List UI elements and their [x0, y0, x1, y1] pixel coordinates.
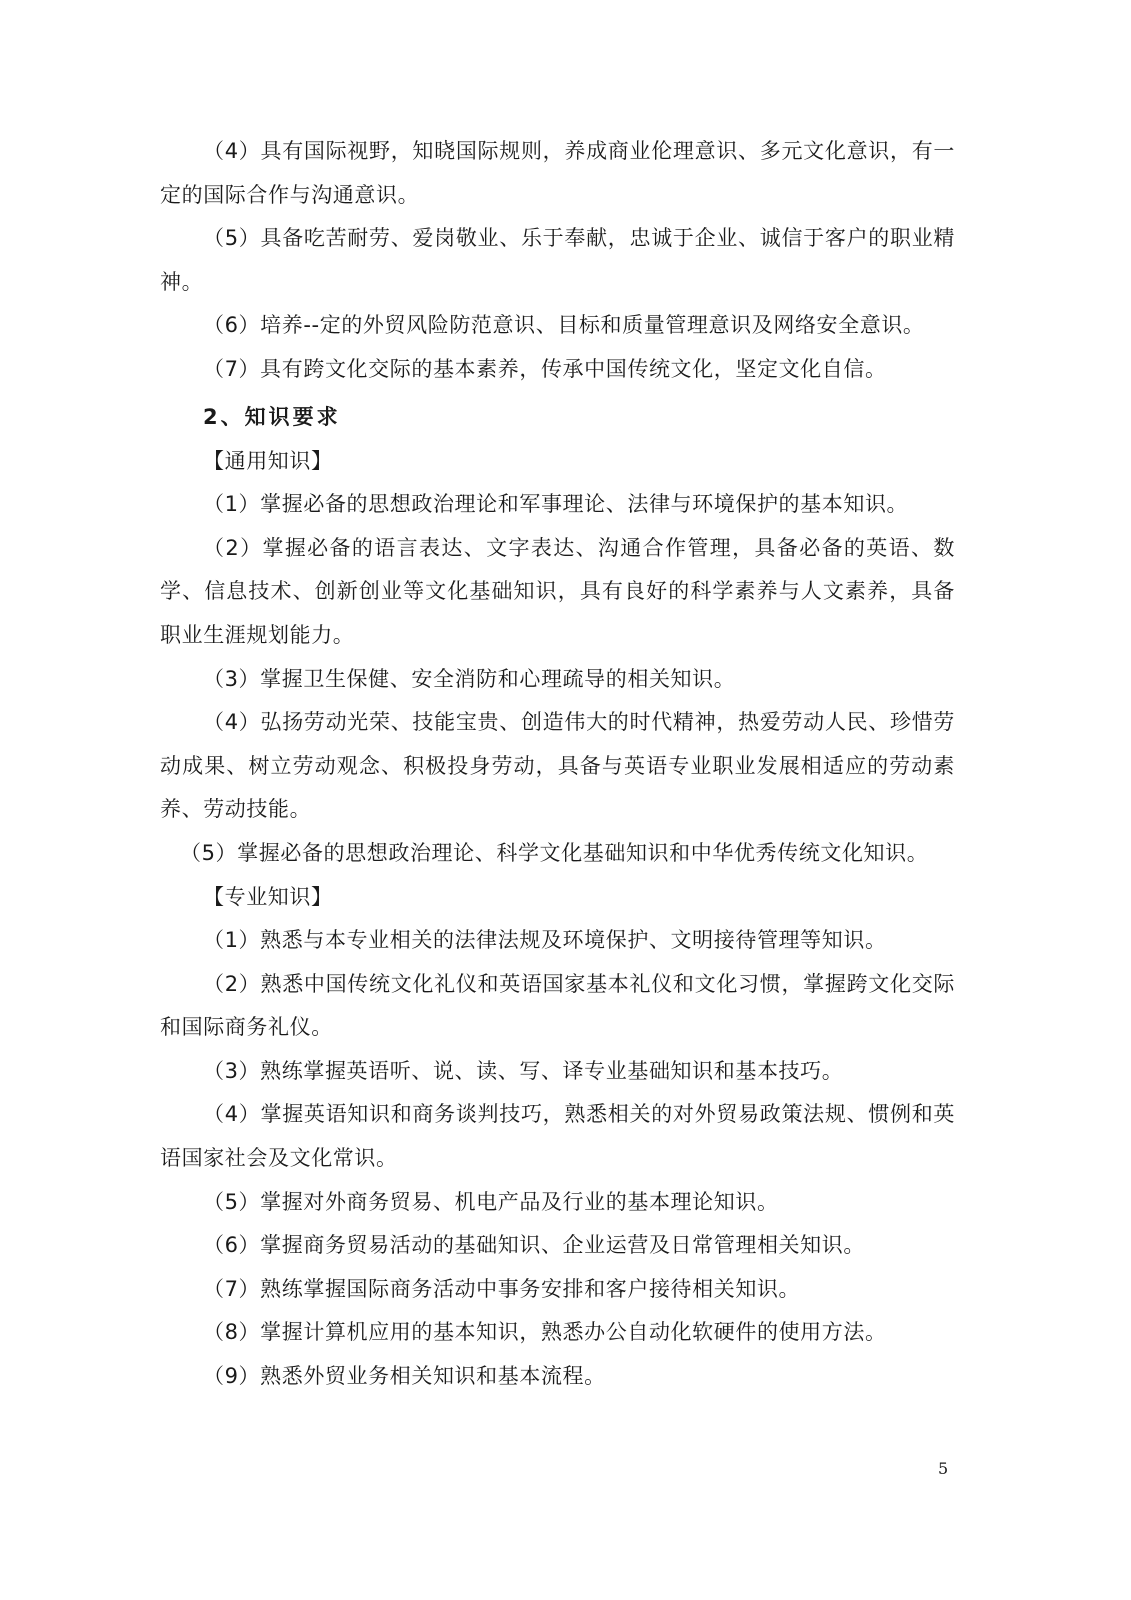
professional-knowledge-item-4: （4）掌握英语知识和商务谈判技巧，熟悉相关的对外贸易政策法规、惯例和英语国家社会及文化常识。 [160, 1102, 955, 1171]
attitude-item-6: （6）培养--定的外贸风险防范意识、目标和质量管理意识及网络安全意识。 [203, 313, 925, 338]
section-heading-knowledge: 2、知识要求 [203, 404, 341, 429]
attitude-item-7: （7）具有跨文化交际的基本素养，传承中国传统文化，坚定文化自信。 [203, 356, 887, 381]
professional-knowledge-item-8: （8）掌握计算机应用的基本知识，熟悉办公自动化软硬件的使用方法。 [203, 1320, 887, 1345]
general-knowledge-item-1: （1）掌握必备的思想政治理论和军事理论、法律与环境保护的基本知识。 [203, 492, 909, 517]
attitude-item-5: （5）具备吃苦耐劳、爱岗敬业、乐于奉献，忠诚于企业、诚信于客户的职业精神。 [160, 226, 955, 294]
professional-knowledge-item-7: （7）熟练掌握国际商务活动中事务安排和客户接待相关知识。 [203, 1276, 801, 1301]
professional-knowledge-item-6: （6）掌握商务贸易活动的基础知识、企业运营及日常管理相关知识。 [203, 1233, 865, 1258]
general-knowledge-item-5: （5）掌握必备的思想政治理论、科学文化基础知识和中华优秀传统文化知识。 [180, 840, 929, 865]
professional-knowledge-label: 【专业知识】 [203, 884, 333, 909]
professional-knowledge-item-1: （1）熟悉与本专业相关的法律法规及环境保护、文明接待管理等知识。 [203, 928, 887, 953]
general-knowledge-label: 【通用知识】 [203, 448, 333, 473]
general-knowledge-item-4: （4）弘扬劳动光荣、技能宝贵、创造伟大的时代精神，热爱劳动人民、珍惜劳动成果、树立劳动观念、积极投身劳动，具备与英语专业职业发展相适应的劳动素养、劳动技能。 [160, 710, 955, 822]
attitude-item-4: （4）具有国际视野，知晓国际规则，养成商业伦理意识、多元文化意识，有一定的国际合作与沟通意识。 [160, 139, 955, 207]
professional-knowledge-item-9: （9）熟悉外贸业务相关知识和基本流程。 [203, 1364, 606, 1389]
professional-knowledge-item-2: （2）熟悉中国传统文化礼仪和英语国家基本礼仪和文化习惯，掌握跨文化交际和国际商务礼仪。 [160, 971, 955, 1040]
general-knowledge-item-3: （3）掌握卫生保健、安全消防和心理疏导的相关知识。 [203, 666, 736, 691]
professional-knowledge-item-5: （5）掌握对外商务贸易、机电产品及行业的基本理论知识。 [203, 1189, 779, 1214]
page-number: 5 [938, 1459, 949, 1478]
professional-knowledge-item-3: （3）熟练掌握英语听、说、读、写、译专业基础知识和基本技巧。 [203, 1058, 844, 1083]
general-knowledge-item-2: （2）掌握必备的语言表达、文字表达、沟通合作管理，具备必备的英语、数学、信息技术、创新创业等文化基础知识，具有良好的科学素养与人文素养，具备职业生涯规划能力。 [160, 535, 955, 647]
document-body [160, 130, 955, 1399]
